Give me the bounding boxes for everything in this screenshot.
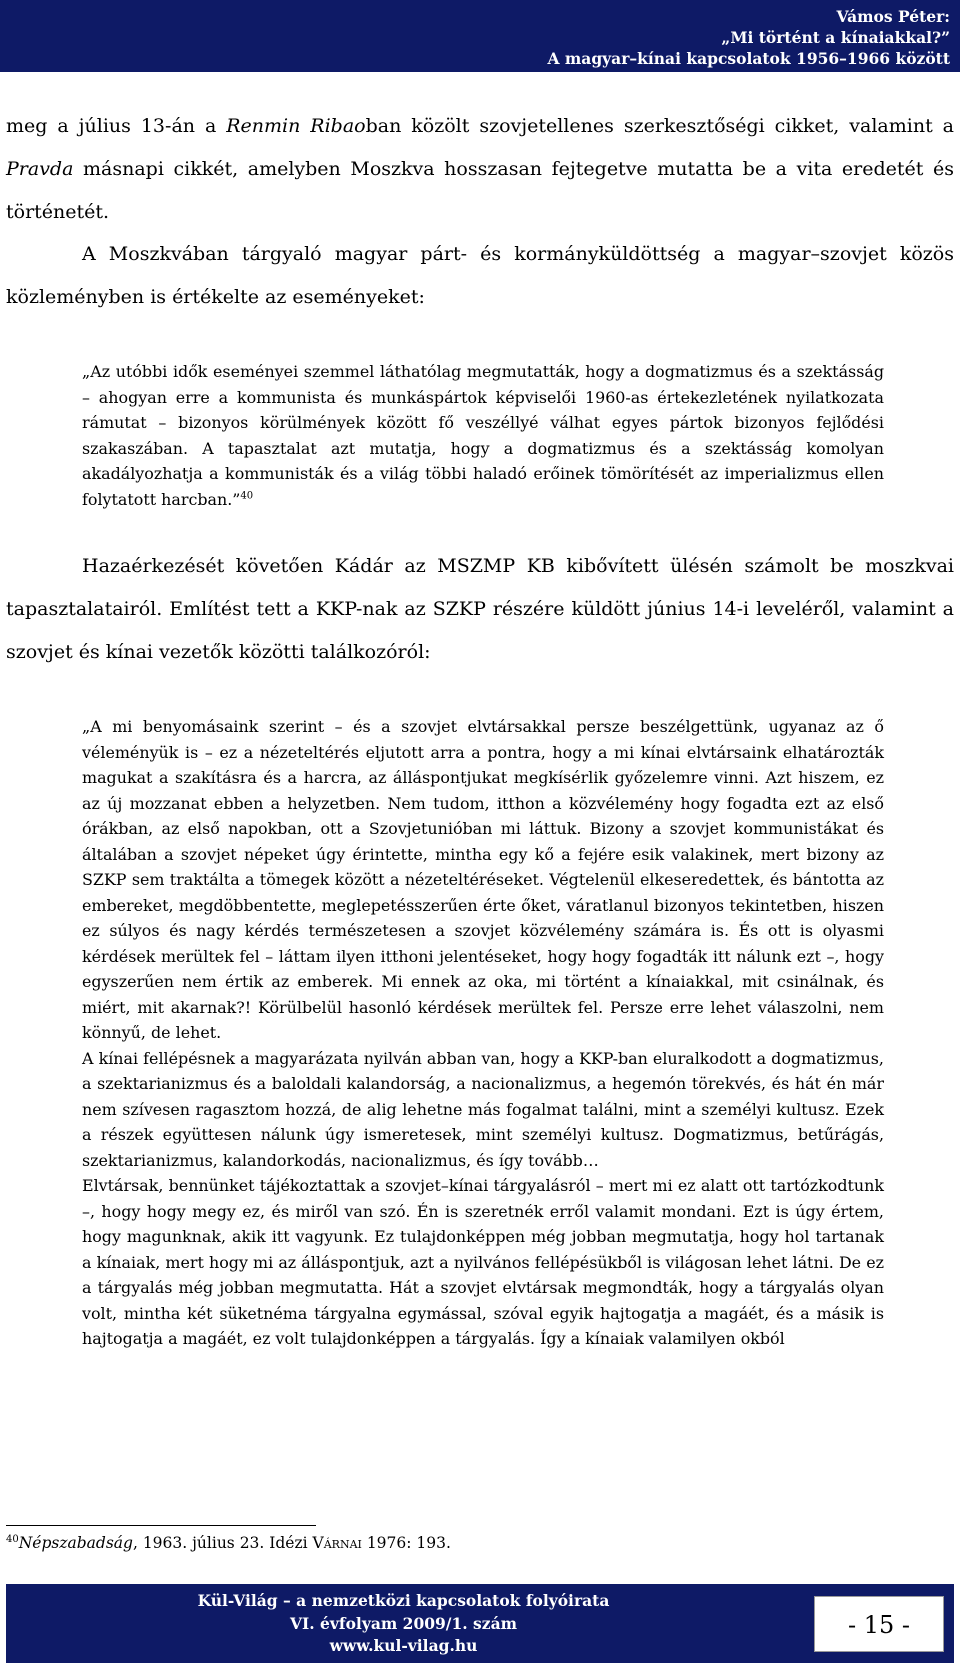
body-paragraph-1	[6, 105, 954, 234]
body-paragraph-3: Hazaérkezését követően Kádár az MSZMP KB kibővített ülésén számolt be moszkvai tapasztalatairól. Említést tett a KKP-nak az SZKP részére küldött június 14-i leveléről, valamint a szovjet és kínai vezetők közötti találkozóról:	[6, 555, 954, 663]
footnote-text: , 1963. július 23. Idézi	[132, 1534, 313, 1552]
newspaper-pravda: Pravda	[6, 158, 74, 180]
header-title: „Mi történt a kínaiakkal?”	[721, 28, 950, 47]
quote-1-text: „Az utóbbi idők eseményei szemmel láthatólag megmutatták, hogy a dogmatizmus és a szektásság – ahogyan erre a kommunista és munkáspártok képviselői 1960-as értekezletének nyilatkozata rámutat – bizonyos körülmények között fő veszéllyé válhat egyes pártok bizonyos fejlődési szakaszában. A tapasztalat azt mutatja, hogy a dogmatizmus és a szektásság komolyan akadályozhatja a kommunisták és a világ többi haladó erőinek tömörítését az imperializmus ellen folytatott harcban.”	[82, 362, 884, 509]
footnote-ref-40[interactable]: 40	[240, 490, 254, 502]
p1-text-middle: ban közölt szovjetellenes szerkesztőségi cikket, valamint a	[365, 115, 954, 137]
footer-journal-title: Kül-Világ – a nemzetközi kapcsolatok folyóirata	[197, 1591, 610, 1610]
footer-issue: VI. évfolyam 2009/1. szám	[289, 1613, 518, 1633]
footnote-source: Népszabadság	[18, 1534, 133, 1552]
page-header	[0, 0, 960, 72]
quote-2-paragraph-1: „A mi benyomásaink szerint – és a szovjet elvtársakkal persze beszélgettünk, ugyanaz az ő véleményük is – ez a nézeteltérés eljutott arra a pontra, hogy a mi kínai elvtársaink elhatározták magukat a szakításra és a harcra, az álláspontjukat megkísérlik győzelemre vinni. Azt hiszem, ez az új mozzanat ebben a helyzetben. Nem tudom, itthon a közvélemény hogy fogadta ezt az első órákban, az első napokban, ott a Szovjetunióban mi láttuk. Bizony a szovjet kommunistákat és általában a szovjet népeket úgy érintette, mintha egy kő a fejére esik valakinek, mert bizony az SZKP sem traktálta a tömegek között a nézeteltéréseket. Végtelenül elkeseredettek, és bántotta az embereket, megdöbbentette, meglepetésszerűen érte őket, váratlanul bizonyos tekintetben, hiszen ez súlyos és nagy kérdés természetesen a szovjet közvélemény számára is. És ott is olyasmi kérdések merültek fel – láttam ilyen itthoni jelentéseket, hogy hogy fogadták itt nálunk ezt –, hogy egyszerűen nem értik az emberek. Mi ennek az oka, mi történt a kínaiakkal, mit csinálnak, és miért, mit akarnak?! Körülbelül hasonló kérdések merültek fel. Persze erre lehet válaszolni, nem könnyű, de lehet.	[82, 717, 884, 1042]
header-author: Vámos Péter:	[836, 7, 950, 26]
p1-text-end: másnapi cikkét, amelyben Moszkva hosszasan fejtegetve mutatta be a vita eredetét és történetét.	[6, 158, 954, 223]
newspaper-renmin-ribao: Renmin Ribao	[226, 115, 366, 137]
footer-journal-info	[6, 1590, 801, 1658]
quote-2-paragraph-2: A kínai fellépésnek a magyarázata nyilván abban van, hogy a KKP-ban eluralkodott a dogmatizmus, a szektarianizmus és a baloldali kalandorság, a nacionalizmus, a hegemón törekvés, és hát én már nem szívesen ragasztom hozzá, de alig lehetne más fogalmat találni, mint a személyi kultusz. Ezek a részek együttesen nálunk úgy ismeretesek, mint személyi kultusz. Dogmatizmus, betűrágás, szektarianizmus, kalandorkodás, nacionalizmus, és így tovább…	[82, 1048, 884, 1170]
footer-website-link[interactable]: www.kul-vilag.hu	[329, 1636, 478, 1655]
body-paragraph-2: A Moszkvában tárgyaló magyar párt- és kormányküldöttség a magyar–szovjet közös közleményben is értékelte az eseményeket:	[6, 243, 954, 308]
quote-2-paragraph-3: Elvtársak, bennünket tájékoztattak a szovjet–kínai tárgyalásról – mert mi ez alatt ott tartózkodtunk –, hogy hogy megy ez, és miről van szó. Én is szeretnék erről valamit mondani. Ezt is úgy értem, hogy magunknak, akik itt vagyunk. Ez tulajdonképpen még jobban megmutatja, hogy hol tartanak a kínaiak, mert hogy mi az álláspontjuk, azt a nyilvános fellépésükből is világosan lehet látni. De ez a tárgyalás még jobban megmutatta. Hát a szovjet elvtársak megmondták, hogy a tárgyalás olyan volt, mintha két süketnéma tárgyalna egymással, szóval egyik hajtogatja a magáét, és a másik is hajtogatja a magáét, ez volt tulajdonképpen a tárgyalás. Így a kínaiak valamilyen okból	[82, 1176, 884, 1348]
page-number: - 15 -	[814, 1596, 944, 1652]
footnote-author: Várnai	[312, 1534, 362, 1552]
quote-1-paragraph	[82, 359, 884, 512]
footnote-divider	[6, 1525, 316, 1526]
header-subtitle: A magyar–kínai kapcsolatok 1956–1966 között	[547, 49, 950, 68]
footnote-text-end: 1976: 193.	[361, 1534, 451, 1552]
block-quote-1	[82, 359, 884, 512]
p1-text-start: meg a július 13-án a	[6, 115, 227, 137]
footnote	[6, 1532, 906, 1554]
footnote-number: 40	[6, 1533, 19, 1545]
page-footer	[6, 1584, 954, 1663]
block-quote-2	[82, 714, 884, 1352]
